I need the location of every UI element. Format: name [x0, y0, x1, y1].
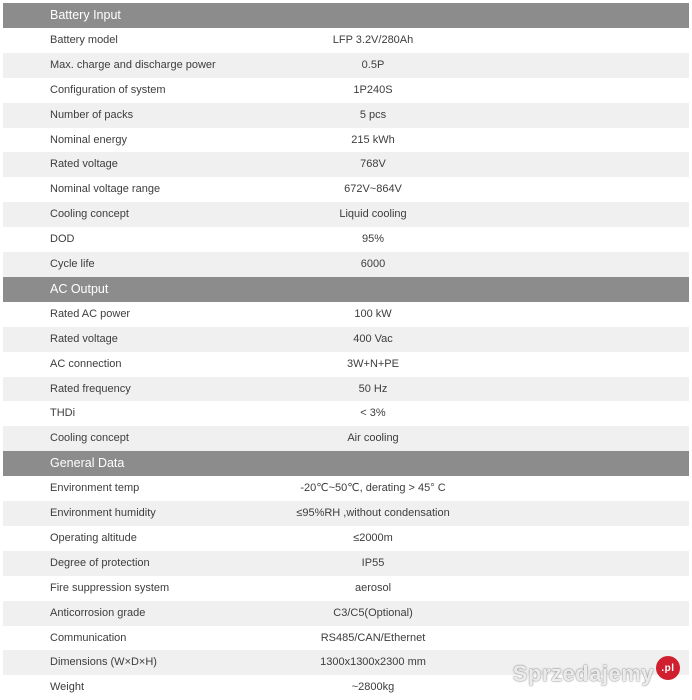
section-header: General Data — [3, 451, 689, 476]
spec-label: Cooling concept — [50, 432, 129, 445]
watermark-logo — [513, 661, 680, 687]
spec-value: 0.5P — [361, 58, 385, 71]
spec-row — [3, 401, 689, 426]
spec-label: Communication — [50, 631, 127, 644]
spec-label: Configuration of system — [50, 83, 166, 96]
spec-label: DOD — [50, 233, 75, 246]
spec-value: ~2800kg — [351, 681, 395, 694]
spec-label: Dimensions (W×D×H) — [50, 656, 157, 669]
spec-value: LFP 3.2V/280Ah — [332, 34, 414, 46]
spec-value: RS485/CAN/Ethernet — [320, 631, 426, 644]
spec-value: 3W+N+PE — [347, 357, 399, 370]
spec-value: 1P240S — [353, 83, 393, 96]
spec-value: aerosol — [354, 581, 392, 594]
spec-row — [3, 501, 689, 526]
spec-label: Battery model — [50, 34, 118, 46]
spec-row — [3, 576, 689, 601]
spec-row — [3, 202, 689, 227]
spec-label: Weight — [50, 681, 85, 694]
spec-row — [3, 78, 689, 103]
spec-row — [3, 327, 689, 352]
spec-row — [3, 152, 689, 177]
spec-label: Rated voltage — [50, 158, 118, 171]
spec-label: Anticorrosion grade — [50, 606, 146, 619]
spec-row — [3, 302, 689, 327]
spec-value: 100 kW — [354, 307, 392, 320]
spec-value: 768V — [360, 158, 386, 171]
spec-row — [3, 426, 689, 451]
spec-value: 215 kWh — [351, 133, 395, 146]
spec-row — [3, 103, 689, 128]
spec-row — [3, 377, 689, 402]
spec-row — [3, 128, 689, 153]
spec-value: < 3% — [360, 407, 386, 420]
spec-label: Cycle life — [50, 258, 95, 271]
spec-row — [3, 476, 689, 501]
spec-label: AC connection — [50, 357, 122, 370]
spec-value: 400 Vac — [353, 332, 393, 345]
spec-row — [3, 526, 689, 551]
spec-row — [3, 626, 689, 651]
spec-label: Degree of protection — [50, 556, 150, 569]
spec-row — [3, 177, 689, 202]
spec-row — [3, 53, 689, 78]
spec-label: THDi — [50, 407, 76, 420]
spec-label: Nominal energy — [50, 133, 128, 146]
section-header: AC Output — [3, 277, 689, 302]
spec-value: ≤95%RH ,without condensation — [296, 507, 450, 520]
spec-table — [3, 3, 689, 700]
spec-value: 95% — [361, 233, 385, 246]
spec-label: Fire suppression system — [50, 581, 170, 594]
spec-value: 5 pcs — [359, 108, 387, 121]
spec-value: 672V~864V — [344, 183, 402, 196]
spec-value: IP55 — [361, 556, 385, 569]
spec-label: Rated AC power — [50, 307, 131, 320]
spec-value: 1300x1300x2300 mm — [320, 656, 426, 669]
spec-label: Nominal voltage range — [50, 183, 161, 196]
spec-value: 6000 — [360, 258, 386, 271]
spec-value: ≤2000m — [353, 532, 393, 545]
spec-label: Number of packs — [50, 108, 134, 121]
spec-row — [3, 601, 689, 626]
spec-value: 50 Hz — [358, 382, 388, 395]
spec-label: Max. charge and discharge power — [50, 58, 216, 71]
spec-row — [3, 227, 689, 252]
watermark-text: Sprzedajemy — [512, 661, 654, 686]
spec-row — [3, 252, 689, 277]
spec-value: Liquid cooling — [339, 208, 407, 221]
watermark-badge: .pl — [656, 656, 680, 680]
spec-value: -20℃~50℃, derating > 45° C — [300, 482, 446, 495]
section-header: Battery Input — [3, 3, 689, 28]
spec-label: Environment temp — [50, 482, 140, 495]
spec-row — [3, 28, 689, 53]
spec-value: C3/C5(Optional) — [333, 606, 413, 619]
spec-row — [3, 352, 689, 377]
spec-label: Rated voltage — [50, 332, 118, 345]
spec-label: Operating altitude — [50, 532, 137, 545]
spec-label: Rated frequency — [50, 382, 131, 395]
spec-value: Air cooling — [347, 432, 399, 445]
spec-label: Cooling concept — [50, 208, 129, 221]
spec-row — [3, 551, 689, 576]
spec-label: Environment humidity — [50, 507, 156, 520]
